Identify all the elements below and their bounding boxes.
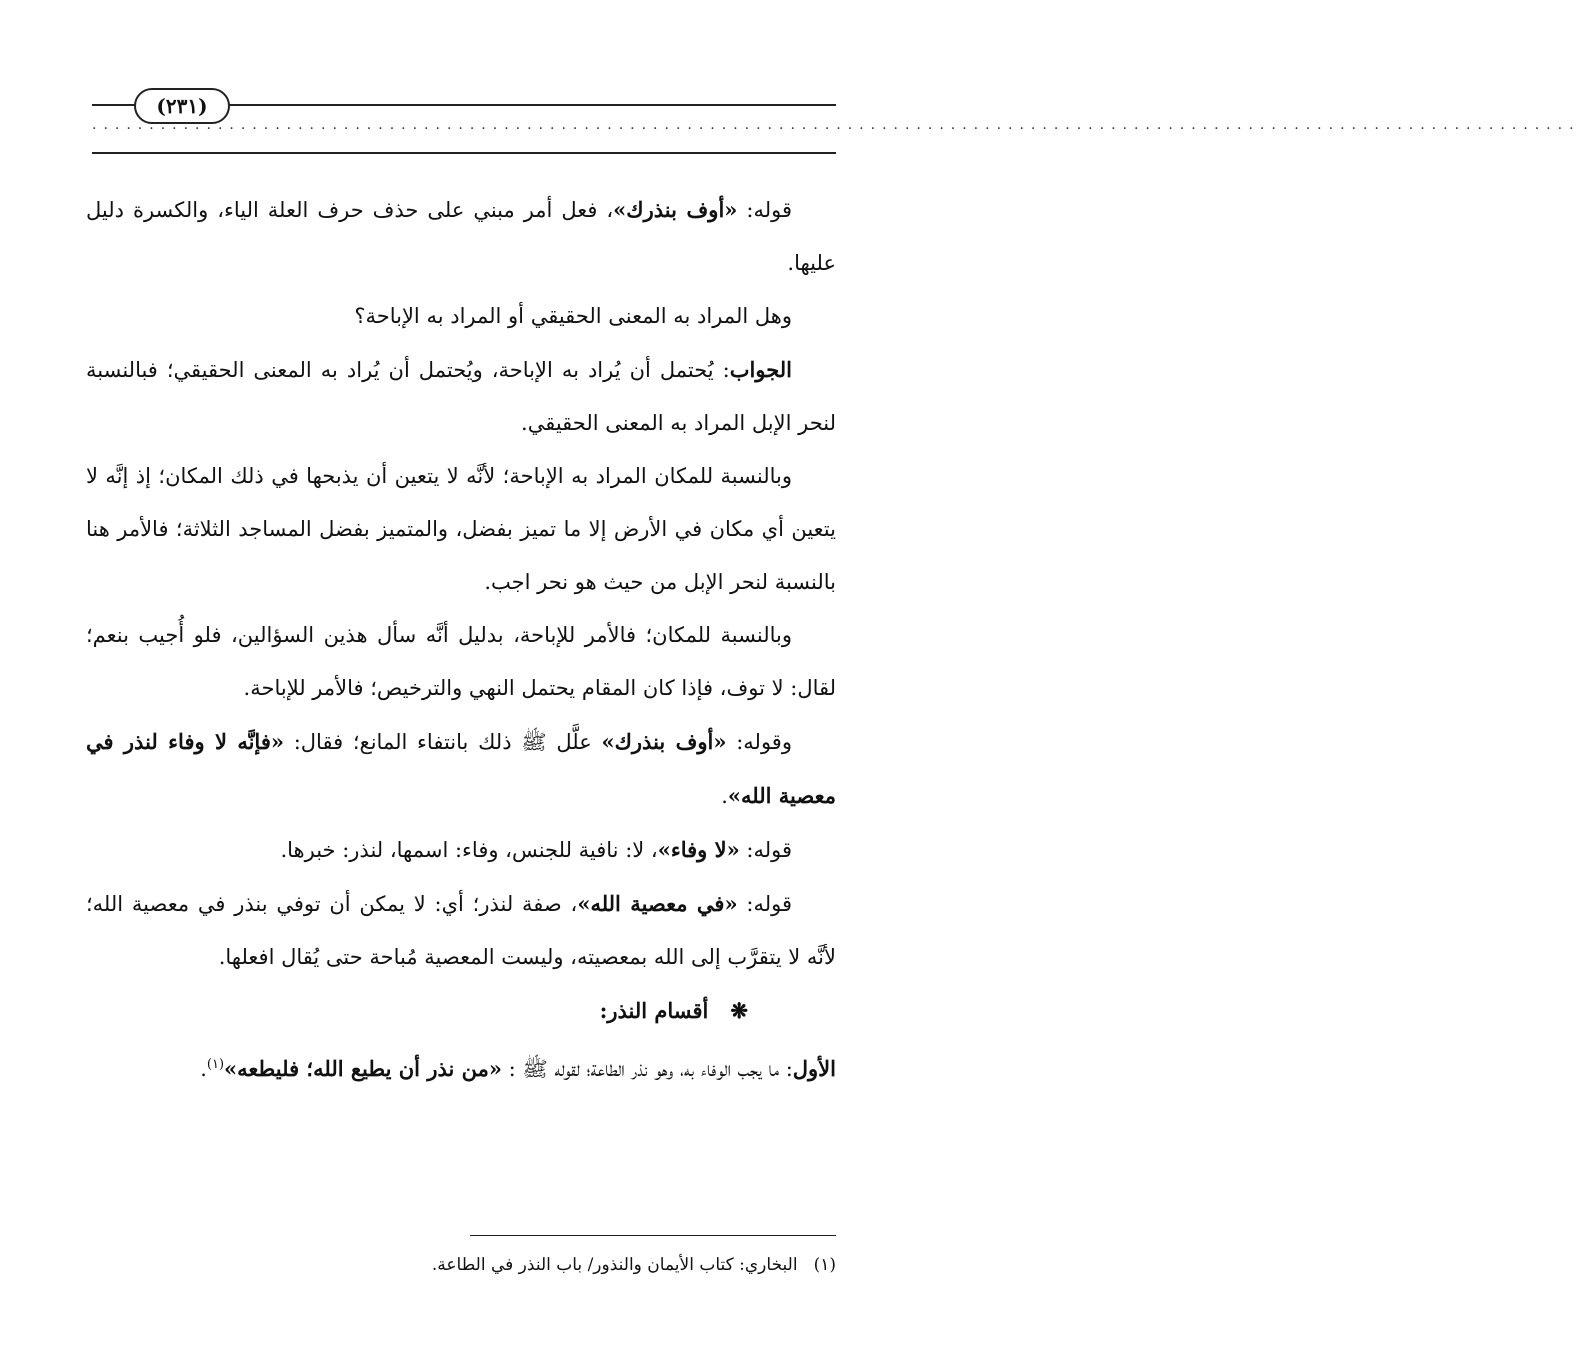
- text-run: .: [721, 784, 728, 808]
- footnote-reference: (١): [206, 1057, 225, 1072]
- paragraph: [86, 609, 836, 715]
- footnote-separator: [470, 1235, 836, 1236]
- text-run: قوله:: [737, 198, 792, 222]
- text-run: وقوله:: [726, 730, 792, 754]
- text-run: قوله:: [739, 838, 792, 862]
- footnote-marker: (١): [813, 1255, 836, 1275]
- text-run: وبالنسبة للمكان؛ فالأمر للإباحة، بدليل أنَّه سأل هذين السؤالين، فلو أُجيب بنعم؛ لقال: لا توف، فإذا كان المقام يحتمل النهي والترخيص؛ فالأمر للإباحة.: [86, 623, 836, 700]
- paragraph: [86, 450, 836, 609]
- first-label: الأول: [792, 1056, 836, 1081]
- text-run: ، لا: نافية للجنس، وفاء: اسمها، لنذر: خبرها.: [280, 838, 658, 862]
- paragraph: [86, 183, 836, 290]
- quoted-hadith-phrase: «فإنَّه لا وفاء لنذر في معصية الله»: [86, 729, 836, 808]
- text-run: : ما يجب الوفاء به، وهو نذر الطاعة؛ لقوله ﷺ :: [502, 1057, 793, 1081]
- quoted-hadith-phrase: «أوف بنذرك»: [613, 197, 738, 222]
- header-dotted-rule: ..................................................................................................................................: [92, 117, 1581, 133]
- footnote: [300, 1250, 836, 1280]
- quoted-hadith-phrase: «أوف بنذرك»: [601, 729, 727, 754]
- text-run: .: [200, 1057, 207, 1081]
- page-header: [92, 82, 1581, 162]
- text-run: وبالنسبة للمكان المراد به الإباحة؛ لأنَّه لا يتعين أن يذبحها في ذلك المكان؛ إذ إنَّه لا يتعين أي مكان في الأرض إلا ما تميز بفضل، والمتميز بفضل المساجد الثلاثة؛ فالأمر هنا بالنسبة لنحر الإبل من حيث هو نحر اجب.: [86, 464, 836, 594]
- quoted-hadith-phrase: «لا وفاء»: [657, 837, 740, 862]
- quoted-hadith-phrase: «في معصية الله»: [577, 891, 738, 916]
- heading-text: أقسام النذر:: [599, 998, 709, 1023]
- paragraph: [86, 715, 836, 823]
- text-run: ، فعل أمر مبني على حذف حرف العلة الياء، والكسرة دليل عليها.: [86, 198, 836, 275]
- paragraph: [86, 343, 836, 450]
- paragraph: [86, 1038, 836, 1096]
- text-run: وهل المراد به المعنى الحقيقي أو المراد به الإباحة؟: [354, 304, 792, 328]
- paragraph: [86, 823, 836, 877]
- section-heading: [86, 984, 836, 1038]
- asterism-icon: ❋: [730, 998, 748, 1023]
- quoted-hadith-phrase: «من نذر أن يطيع الله؛ فليطعه»: [224, 1056, 502, 1081]
- text-run: : يُحتمل أن يُراد به الإباحة، ويُحتمل أن يُراد به المعنى الحقيقي؛ فبالنسبة لنحر الإبل المراد به المعنى الحقيقي.: [86, 358, 836, 435]
- text-run: ، صفة لنذر؛ أي: لا يمكن أن توفي بنذر في معصية الله؛ لأنَّه لا يتقرَّب إلى الله بمعصيته، وليست المعصية مُباحة حتى يُقال افعلها.: [86, 892, 836, 969]
- text-run: علَّل ﷺ ذلك بانتفاء المانع؛ فقال:: [284, 730, 602, 754]
- answer-label: الجواب: [729, 357, 792, 382]
- main-text: [86, 183, 836, 1096]
- paragraph: [86, 877, 836, 984]
- page-number: (٢٣١): [156, 94, 208, 118]
- paragraph: [86, 290, 836, 343]
- footnote-text: البخاري: كتاب الأيمان والنذور/ باب النذر في الطاعة.: [431, 1255, 798, 1275]
- text-run: قوله:: [737, 892, 793, 916]
- header-rule-bottom: [92, 152, 836, 154]
